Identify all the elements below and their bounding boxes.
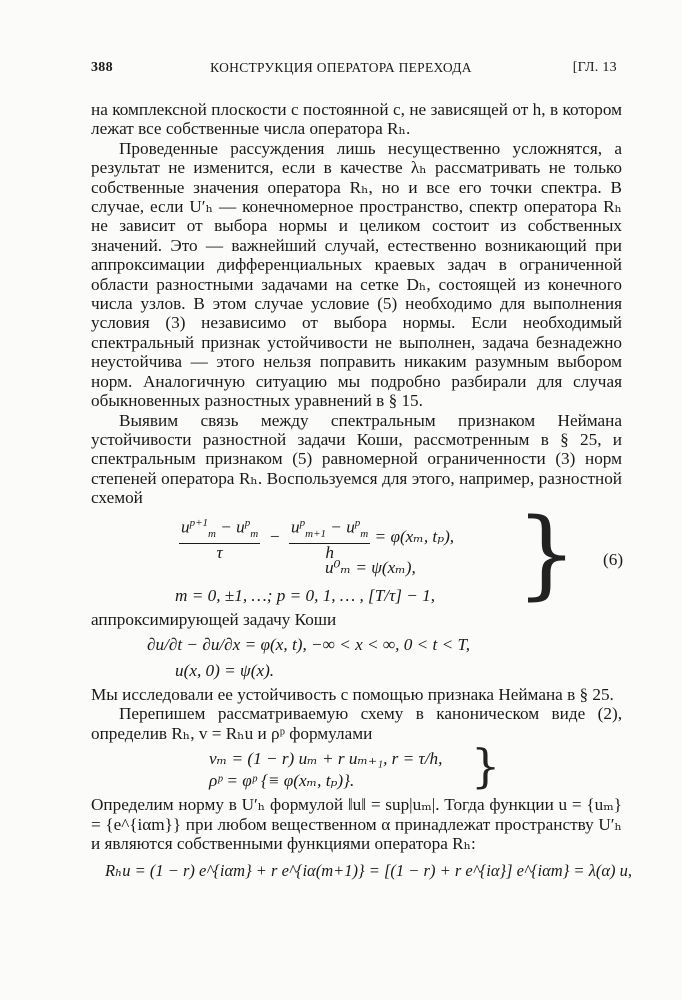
page-number: 388 [91,60,113,75]
paragraph-5: Мы исследовали ее устойчивость с помощью признака Неймана в § 25. [91,684,614,704]
right-brace-6: } [516,497,578,610]
canonical-form-block [91,739,622,795]
canonical-line1: vₘ = (1 − r) uₘ + r uₘ₊₁, r = τ/h, [209,749,443,769]
paragraph-7: Определим норму в U′ₕ формулой ‖u‖ = sup|uₘ|. Тогда функции u = {uₘ} = {e^{iαm}} при любом вещественном α принадлежат пространству U′ₕ и являются собственными функциями оператора Rₕ: [91,795,622,853]
right-brace-canonical: } [471,739,501,794]
scheme-6-rhs: = φ(xₘ, tₚ), [374,526,455,546]
fraction-time-difference: $u^{p+1}_m - u^p_m$ τ [179,514,260,562]
paragraph-3: Выявим связь между спектральным признаком Неймана устойчивости разностной задачи Коши, рассмотренным в § 25, и спектральным признаком (5) равномерной ограниченности (3) норм степеней оператора Rₕ. Воспользуемся для этого, например, разностной схемой [91,410,622,508]
page-body [91,100,632,887]
scheme-6-line3: m = 0, ±1, …; p = 0, 1, … , [T/τ] − 1, [175,585,435,605]
cauchy-line2: u(x, 0) = ψ(x). [175,660,275,680]
paragraph-1: на комплексной плоскости с постоянной c, не зависящей от h, в котором лежат все собственные числа оператора Rₕ. [91,100,622,139]
scheme-6-block [91,497,624,610]
chapter-label: [ГЛ. 13 [572,60,617,75]
eigen-equation-block [91,853,632,887]
paragraph-6: Перепишем рассматриваемую схему в каноническом виде (2), определив Rₕ, v = Rₕu и ρᵖ формулами [91,704,622,743]
eigen-line: Rₕu = (1 − r) e^{iαm} + r e^{iα(m+1)} = [(1 − r) + r e^{iα}] e^{iαm} = λ(α) u, [105,861,632,881]
paragraph-2: Проведенные рассуждения лишь несущественно усложнятся, а результат не изменится, если в качестве λₕ рассматривать не только собственные значения оператора Rₕ, но и все его точки спектра. В случае, если U′ₕ — конечномерное пространство, спектр оператора Rₕ не зависит от выбора нормы и целиком состоит из собственных значений. Это — важнейший случай, естественно возникающий при аппроксимации дифференциальных краевых задач в ограниченной области разностными задачами на сетке Dₕ, состоящей из конечного числа узлов. В этом случае условие (5) необходимо для выполнения условия (3) независимо от выбора нормы. Если необходимый спектральный признак устойчивости не выполнен, задача безнадежно неустойчива — этого нельзя поправить никаким разумным выбором норм. Аналогичную ситуацию мы подробно разбирали для случая обыкновенных разностных уравнений в § 15. [91,138,622,411]
cauchy-line1: ∂u/∂t − ∂u/∂x = φ(x, t), −∞ < x < ∞, 0 < t < T, [147,634,471,654]
fraction-space-difference: $u^p_{m+1} - u^p_m$ h [289,514,370,562]
cauchy-problem-block [91,629,622,685]
scheme-6-line2: u⁰ₘ = ψ(xₘ), [325,557,416,577]
scheme-6-line1: $u^{p+1}_m - u^p_m$ τ − $u^p_{m+1} - u^p_m$ h = φ(xₘ, tₚ), [179,514,454,562]
equation-number-6: (6) [603,549,624,569]
paragraph-4: аппроксимирующей задачу Коши [91,609,337,629]
running-title: КОНСТРУКЦИЯ ОПЕРАТОРА ПЕРЕХОДА [210,60,472,75]
canonical-line2: ρᵖ = φᵖ {≡ φ(xₘ, tₚ)}. [209,771,355,791]
